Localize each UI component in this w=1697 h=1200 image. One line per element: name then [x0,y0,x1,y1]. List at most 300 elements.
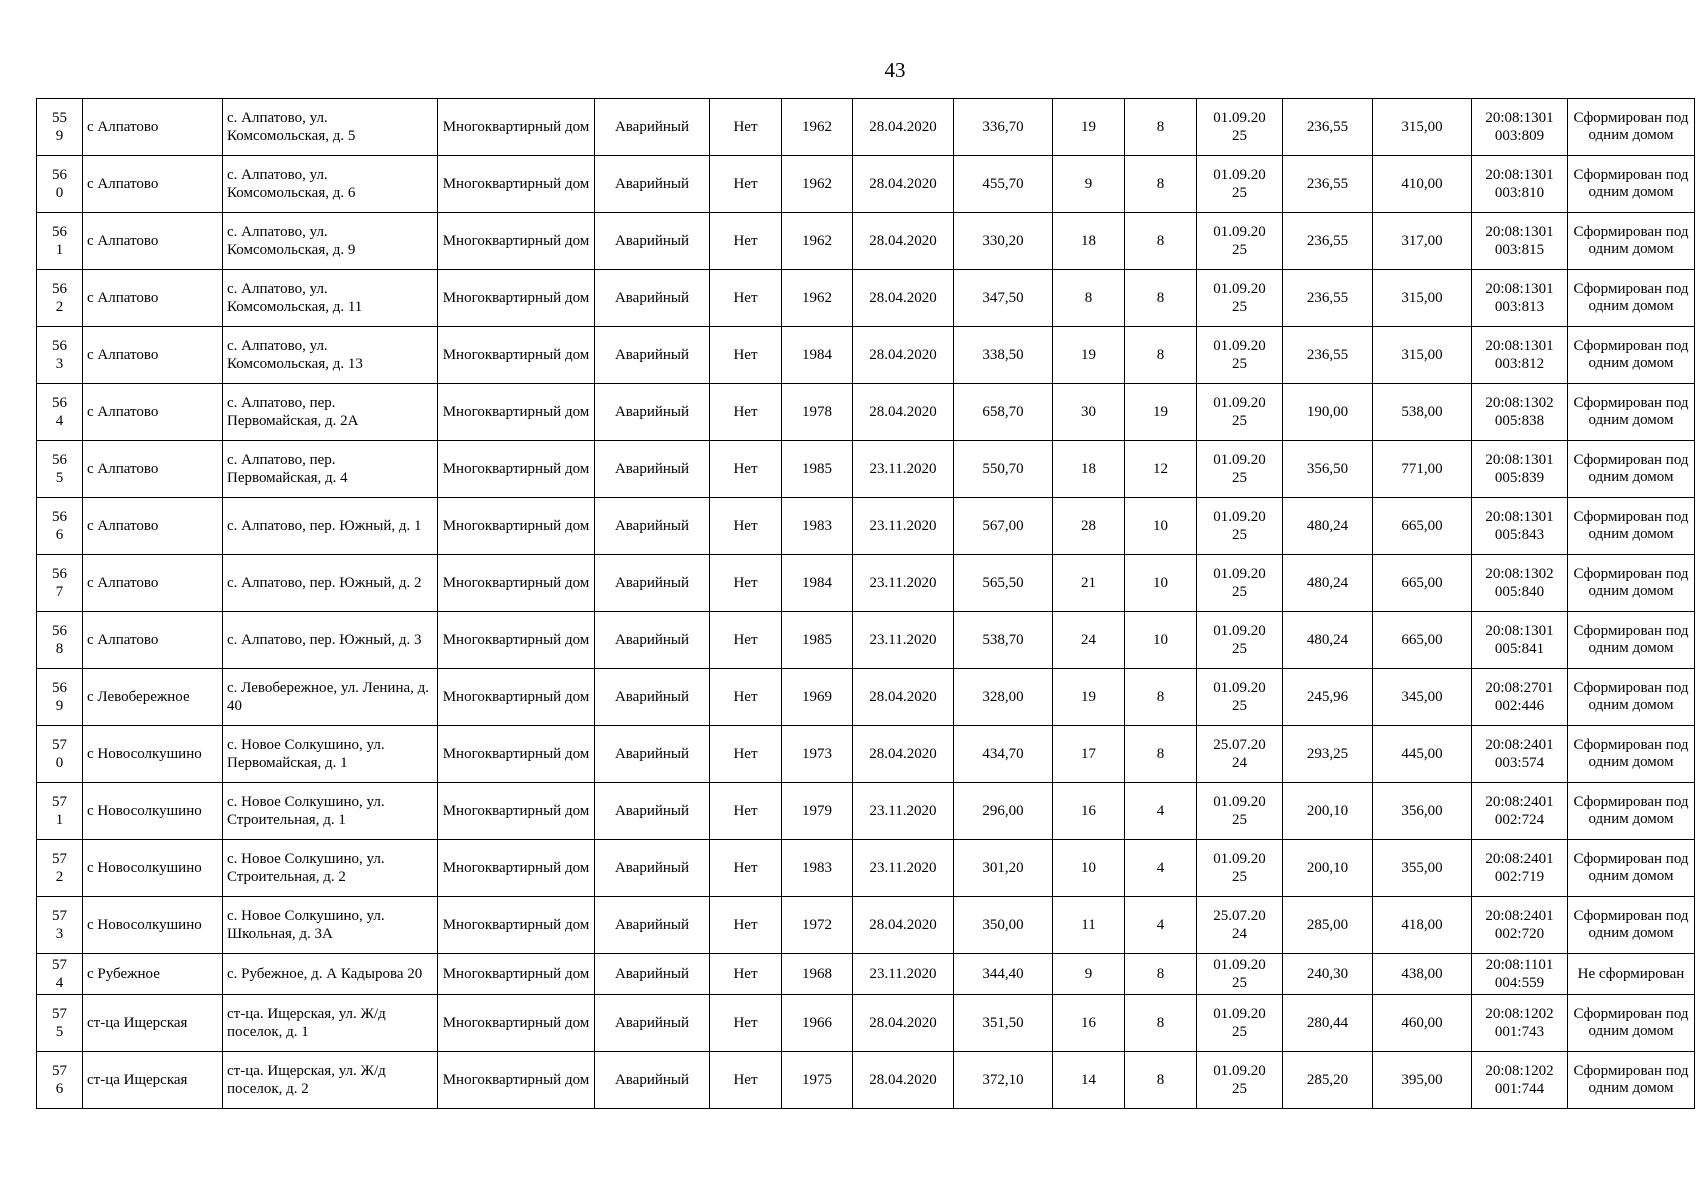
land-status-cell: Сформирован под одним домом [1568,270,1695,327]
condition-cell: Аварийный [595,498,710,555]
value-1-cell: 356,50 [1283,441,1373,498]
recognition-date-cell: 23.11.2020 [853,954,954,995]
table-row [37,213,1695,270]
cadastral-number-cell: 20:08:1301 005:843 [1472,498,1568,555]
recognition-date-cell: 28.04.2020 [853,384,954,441]
cadastral-number-cell: 20:08:1301 003:812 [1472,327,1568,384]
condition-cell: Аварийный [595,840,710,897]
value-2-cell: 438,00 [1373,954,1472,995]
building-type-cell: Многоквартирный дом [438,669,595,726]
page-number: 43 [884,58,906,82]
recognition-date-cell: 28.04.2020 [853,669,954,726]
value-1-cell: 285,00 [1283,897,1373,954]
apartments-cell: 8 [1125,99,1197,156]
area-cell: 565,50 [954,555,1053,612]
building-type-cell: Многоквартирный дом [438,270,595,327]
cadastral-number-cell: 20:08:2401 002:724 [1472,783,1568,840]
recognition-date-cell: 28.04.2020 [853,726,954,783]
condition-cell: Аварийный [595,99,710,156]
address-cell: с. Новое Солкушино, ул. Строительная, д. 2 [223,840,438,897]
land-status-cell: Сформирован под одним домом [1568,99,1695,156]
value-2-cell: 315,00 [1373,327,1472,384]
apartments-cell: 19 [1125,384,1197,441]
value-2-cell: 315,00 [1373,99,1472,156]
row-number-cell: 57 3 [37,897,83,954]
address-cell: с. Алпатово, ул. Комсомольская, д. 13 [223,327,438,384]
deadline-cell: 01.09.20 25 [1197,954,1283,995]
deadline-cell: 01.09.20 25 [1197,498,1283,555]
table-row [37,498,1695,555]
residents-cell: 10 [1053,840,1125,897]
value-2-cell: 315,00 [1373,270,1472,327]
settlement-cell: с Алпатово [83,441,223,498]
condition-cell: Аварийный [595,270,710,327]
deadline-cell: 01.09.20 25 [1197,99,1283,156]
deadline-cell: 01.09.20 25 [1197,1052,1283,1109]
table-row [37,954,1695,995]
deadline-cell: 25.07.20 24 [1197,897,1283,954]
flag-cell: Нет [710,840,782,897]
settlement-cell: с Алпатово [83,156,223,213]
flag-cell: Нет [710,897,782,954]
condition-cell: Аварийный [595,783,710,840]
apartments-cell: 4 [1125,840,1197,897]
row-number-cell: 56 6 [37,498,83,555]
residents-cell: 24 [1053,612,1125,669]
row-number-cell: 55 9 [37,99,83,156]
cadastral-number-cell: 20:08:1301 003:810 [1472,156,1568,213]
building-type-cell: Многоквартирный дом [438,726,595,783]
cadastral-number-cell: 20:08:2401 002:720 [1472,897,1568,954]
address-cell: ст-ца. Ищерская, ул. Ж/д поселок, д. 1 [223,995,438,1052]
deadline-cell: 01.09.20 25 [1197,840,1283,897]
value-2-cell: 665,00 [1373,498,1472,555]
apartments-cell: 4 [1125,783,1197,840]
deadline-cell: 01.09.20 25 [1197,327,1283,384]
deadline-cell: 01.09.20 25 [1197,555,1283,612]
value-2-cell: 771,00 [1373,441,1472,498]
condition-cell: Аварийный [595,327,710,384]
year-cell: 1962 [782,99,853,156]
flag-cell: Нет [710,783,782,840]
address-cell: с. Левобережное, ул. Ленина, д. 40 [223,669,438,726]
recognition-date-cell: 28.04.2020 [853,995,954,1052]
value-2-cell: 317,00 [1373,213,1472,270]
row-number-cell: 57 2 [37,840,83,897]
apartments-cell: 8 [1125,270,1197,327]
table-row [37,555,1695,612]
building-type-cell: Многоквартирный дом [438,1052,595,1109]
deadline-cell: 01.09.20 25 [1197,441,1283,498]
residents-cell: 9 [1053,156,1125,213]
year-cell: 1972 [782,897,853,954]
value-1-cell: 480,24 [1283,498,1373,555]
building-type-cell: Многоквартирный дом [438,213,595,270]
apartments-cell: 10 [1125,498,1197,555]
value-1-cell: 285,20 [1283,1052,1373,1109]
table-row [37,270,1695,327]
recognition-date-cell: 23.11.2020 [853,555,954,612]
value-2-cell: 355,00 [1373,840,1472,897]
area-cell: 301,20 [954,840,1053,897]
recognition-date-cell: 28.04.2020 [853,1052,954,1109]
area-cell: 338,50 [954,327,1053,384]
land-status-cell: Сформирован под одним домом [1568,1052,1695,1109]
condition-cell: Аварийный [595,897,710,954]
table-row [37,897,1695,954]
settlement-cell: с Алпатово [83,384,223,441]
recognition-date-cell: 23.11.2020 [853,441,954,498]
residents-cell: 16 [1053,783,1125,840]
area-cell: 344,40 [954,954,1053,995]
flag-cell: Нет [710,954,782,995]
row-number-cell: 57 5 [37,995,83,1052]
residents-cell: 8 [1053,270,1125,327]
cadastral-number-cell: 20:08:2401 002:719 [1472,840,1568,897]
row-number-cell: 56 7 [37,555,83,612]
year-cell: 1966 [782,995,853,1052]
flag-cell: Нет [710,441,782,498]
condition-cell: Аварийный [595,156,710,213]
area-cell: 372,10 [954,1052,1053,1109]
year-cell: 1969 [782,669,853,726]
flag-cell: Нет [710,213,782,270]
table-row [37,669,1695,726]
recognition-date-cell: 28.04.2020 [853,99,954,156]
condition-cell: Аварийный [595,1052,710,1109]
settlement-cell: с Новосолкушино [83,897,223,954]
recognition-date-cell: 28.04.2020 [853,213,954,270]
recognition-date-cell: 23.11.2020 [853,840,954,897]
settlement-cell: с Алпатово [83,270,223,327]
cadastral-number-cell: 20:08:1301 003:809 [1472,99,1568,156]
residents-cell: 19 [1053,99,1125,156]
settlement-cell: с Новосолкушино [83,783,223,840]
table-row [37,156,1695,213]
address-cell: с. Алпатово, ул. Комсомольская, д. 6 [223,156,438,213]
settlement-cell: ст-ца Ищерская [83,995,223,1052]
year-cell: 1984 [782,327,853,384]
cadastral-number-cell: 20:08:2401 003:574 [1472,726,1568,783]
building-type-cell: Многоквартирный дом [438,612,595,669]
residents-cell: 18 [1053,213,1125,270]
value-1-cell: 293,25 [1283,726,1373,783]
area-cell: 350,00 [954,897,1053,954]
land-status-cell: Сформирован под одним домом [1568,783,1695,840]
address-cell: с. Алпатово, ул. Комсомольская, д. 9 [223,213,438,270]
condition-cell: Аварийный [595,726,710,783]
settlement-cell: с Алпатово [83,99,223,156]
address-cell: с. Алпатово, пер. Южный, д. 1 [223,498,438,555]
value-2-cell: 538,00 [1373,384,1472,441]
value-2-cell: 665,00 [1373,555,1472,612]
address-cell: с. Рубежное, д. А Кадырова 20 [223,954,438,995]
address-cell: с. Новое Солкушино, ул. Строительная, д. 1 [223,783,438,840]
building-type-cell: Многоквартирный дом [438,897,595,954]
settlement-cell: с Левобережное [83,669,223,726]
settlement-cell: с Алпатово [83,213,223,270]
land-status-cell: Сформирован под одним домом [1568,156,1695,213]
condition-cell: Аварийный [595,213,710,270]
table-row [37,1052,1695,1109]
value-1-cell: 245,96 [1283,669,1373,726]
flag-cell: Нет [710,612,782,669]
row-number-cell: 57 0 [37,726,83,783]
apartments-cell: 8 [1125,954,1197,995]
flag-cell: Нет [710,327,782,384]
year-cell: 1985 [782,441,853,498]
value-2-cell: 460,00 [1373,995,1472,1052]
flag-cell: Нет [710,498,782,555]
address-cell: с. Алпатово, пер. Южный, д. 3 [223,612,438,669]
condition-cell: Аварийный [595,441,710,498]
land-status-cell: Сформирован под одним домом [1568,384,1695,441]
settlement-cell: с Новосолкушино [83,726,223,783]
table-row [37,995,1695,1052]
cadastral-number-cell: 20:08:1301 003:815 [1472,213,1568,270]
area-cell: 328,00 [954,669,1053,726]
area-cell: 296,00 [954,783,1053,840]
value-2-cell: 418,00 [1373,897,1472,954]
row-number-cell: 56 8 [37,612,83,669]
building-type-cell: Многоквартирный дом [438,995,595,1052]
address-cell: ст-ца. Ищерская, ул. Ж/д поселок, д. 2 [223,1052,438,1109]
year-cell: 1978 [782,384,853,441]
deadline-cell: 25.07.20 24 [1197,726,1283,783]
recognition-date-cell: 23.11.2020 [853,783,954,840]
building-type-cell: Многоквартирный дом [438,555,595,612]
table-row [37,783,1695,840]
building-type-cell: Многоквартирный дом [438,384,595,441]
area-cell: 434,70 [954,726,1053,783]
building-type-cell: Многоквартирный дом [438,783,595,840]
residents-cell: 11 [1053,897,1125,954]
address-cell: с. Алпатово, пер. Южный, д. 2 [223,555,438,612]
address-cell: с. Алпатово, ул. Комсомольская, д. 11 [223,270,438,327]
building-type-cell: Многоквартирный дом [438,441,595,498]
cadastral-number-cell: 20:08:1301 005:839 [1472,441,1568,498]
apartments-cell: 10 [1125,612,1197,669]
residents-cell: 16 [1053,995,1125,1052]
address-cell: с. Алпатово, ул. Комсомольская, д. 5 [223,99,438,156]
condition-cell: Аварийный [595,954,710,995]
flag-cell: Нет [710,555,782,612]
row-number-cell: 56 2 [37,270,83,327]
condition-cell: Аварийный [595,555,710,612]
cadastral-number-cell: 20:08:1301 005:841 [1472,612,1568,669]
residents-cell: 9 [1053,954,1125,995]
residents-cell: 19 [1053,669,1125,726]
registry-body [37,99,1695,1109]
building-type-cell: Многоквартирный дом [438,327,595,384]
flag-cell: Нет [710,99,782,156]
apartments-cell: 12 [1125,441,1197,498]
flag-cell: Нет [710,995,782,1052]
land-status-cell: Сформирован под одним домом [1568,612,1695,669]
row-number-cell: 57 4 [37,954,83,995]
address-cell: с. Новое Солкушино, ул. Первомайская, д. 1 [223,726,438,783]
year-cell: 1985 [782,612,853,669]
apartments-cell: 8 [1125,213,1197,270]
area-cell: 550,70 [954,441,1053,498]
year-cell: 1973 [782,726,853,783]
year-cell: 1979 [782,783,853,840]
apartments-cell: 8 [1125,669,1197,726]
settlement-cell: с Алпатово [83,498,223,555]
value-2-cell: 395,00 [1373,1052,1472,1109]
land-status-cell: Сформирован под одним домом [1568,897,1695,954]
settlement-cell: ст-ца Ищерская [83,1052,223,1109]
residents-cell: 21 [1053,555,1125,612]
area-cell: 351,50 [954,995,1053,1052]
cadastral-number-cell: 20:08:1101 004:559 [1472,954,1568,995]
flag-cell: Нет [710,156,782,213]
area-cell: 455,70 [954,156,1053,213]
land-status-cell: Сформирован под одним домом [1568,555,1695,612]
value-1-cell: 240,30 [1283,954,1373,995]
table-row [37,726,1695,783]
year-cell: 1983 [782,498,853,555]
row-number-cell: 56 3 [37,327,83,384]
year-cell: 1975 [782,1052,853,1109]
table-row [37,612,1695,669]
condition-cell: Аварийный [595,995,710,1052]
area-cell: 658,70 [954,384,1053,441]
year-cell: 1962 [782,156,853,213]
address-cell: с. Алпатово, пер. Первомайская, д. 4 [223,441,438,498]
year-cell: 1962 [782,213,853,270]
row-number-cell: 57 6 [37,1052,83,1109]
value-2-cell: 445,00 [1373,726,1472,783]
row-number-cell: 56 1 [37,213,83,270]
area-cell: 336,70 [954,99,1053,156]
condition-cell: Аварийный [595,612,710,669]
flag-cell: Нет [710,384,782,441]
table-row [37,441,1695,498]
residents-cell: 28 [1053,498,1125,555]
value-1-cell: 236,55 [1283,327,1373,384]
address-cell: с. Новое Солкушино, ул. Школьная, д. 3А [223,897,438,954]
land-status-cell: Сформирован под одним домом [1568,441,1695,498]
settlement-cell: с Алпатово [83,612,223,669]
recognition-date-cell: 23.11.2020 [853,612,954,669]
building-type-cell: Многоквартирный дом [438,954,595,995]
cadastral-number-cell: 20:08:2701 002:446 [1472,669,1568,726]
recognition-date-cell: 28.04.2020 [853,897,954,954]
apartments-cell: 8 [1125,1052,1197,1109]
building-type-cell: Многоквартирный дом [438,99,595,156]
recognition-date-cell: 23.11.2020 [853,498,954,555]
row-number-cell: 57 1 [37,783,83,840]
flag-cell: Нет [710,1052,782,1109]
deadline-cell: 01.09.20 25 [1197,156,1283,213]
cadastral-number-cell: 20:08:1202 001:743 [1472,995,1568,1052]
value-1-cell: 236,55 [1283,270,1373,327]
value-1-cell: 200,10 [1283,840,1373,897]
residents-cell: 17 [1053,726,1125,783]
building-type-cell: Многоквартирный дом [438,498,595,555]
area-cell: 567,00 [954,498,1053,555]
year-cell: 1984 [782,555,853,612]
area-cell: 330,20 [954,213,1053,270]
value-1-cell: 190,00 [1283,384,1373,441]
row-number-cell: 56 0 [37,156,83,213]
settlement-cell: с Алпатово [83,327,223,384]
housing-registry-table [36,98,1695,1109]
settlement-cell: с Новосолкушино [83,840,223,897]
area-cell: 538,70 [954,612,1053,669]
cadastral-number-cell: 20:08:1302 005:838 [1472,384,1568,441]
row-number-cell: 56 4 [37,384,83,441]
deadline-cell: 01.09.20 25 [1197,213,1283,270]
land-status-cell: Не сформирован [1568,954,1695,995]
residents-cell: 30 [1053,384,1125,441]
cadastral-number-cell: 20:08:1301 003:813 [1472,270,1568,327]
land-status-cell: Сформирован под одним домом [1568,669,1695,726]
year-cell: 1983 [782,840,853,897]
residents-cell: 19 [1053,327,1125,384]
value-1-cell: 480,24 [1283,612,1373,669]
residents-cell: 18 [1053,441,1125,498]
recognition-date-cell: 28.04.2020 [853,156,954,213]
land-status-cell: Сформирован под одним домом [1568,995,1695,1052]
flag-cell: Нет [710,726,782,783]
deadline-cell: 01.09.20 25 [1197,995,1283,1052]
land-status-cell: Сформирован под одним домом [1568,498,1695,555]
area-cell: 347,50 [954,270,1053,327]
value-2-cell: 345,00 [1373,669,1472,726]
year-cell: 1962 [782,270,853,327]
value-1-cell: 236,55 [1283,99,1373,156]
deadline-cell: 01.09.20 25 [1197,384,1283,441]
land-status-cell: Сформирован под одним домом [1568,327,1695,384]
apartments-cell: 10 [1125,555,1197,612]
address-cell: с. Алпатово, пер. Первомайская, д. 2А [223,384,438,441]
deadline-cell: 01.09.20 25 [1197,612,1283,669]
deadline-cell: 01.09.20 25 [1197,270,1283,327]
building-type-cell: Многоквартирный дом [438,156,595,213]
value-1-cell: 236,55 [1283,156,1373,213]
table-row [37,384,1695,441]
apartments-cell: 4 [1125,897,1197,954]
value-1-cell: 480,24 [1283,555,1373,612]
table-row [37,327,1695,384]
deadline-cell: 01.09.20 25 [1197,669,1283,726]
year-cell: 1968 [782,954,853,995]
value-2-cell: 410,00 [1373,156,1472,213]
settlement-cell: с Рубежное [83,954,223,995]
land-status-cell: Сформирован под одним домом [1568,726,1695,783]
table-row [37,840,1695,897]
recognition-date-cell: 28.04.2020 [853,270,954,327]
apartments-cell: 8 [1125,156,1197,213]
apartments-cell: 8 [1125,327,1197,384]
apartments-cell: 8 [1125,726,1197,783]
value-2-cell: 356,00 [1373,783,1472,840]
cadastral-number-cell: 20:08:1202 001:744 [1472,1052,1568,1109]
value-2-cell: 665,00 [1373,612,1472,669]
flag-cell: Нет [710,270,782,327]
value-1-cell: 200,10 [1283,783,1373,840]
flag-cell: Нет [710,669,782,726]
condition-cell: Аварийный [595,669,710,726]
building-type-cell: Многоквартирный дом [438,840,595,897]
row-number-cell: 56 5 [37,441,83,498]
land-status-cell: Сформирован под одним домом [1568,213,1695,270]
row-number-cell: 56 9 [37,669,83,726]
cadastral-number-cell: 20:08:1302 005:840 [1472,555,1568,612]
value-1-cell: 280,44 [1283,995,1373,1052]
